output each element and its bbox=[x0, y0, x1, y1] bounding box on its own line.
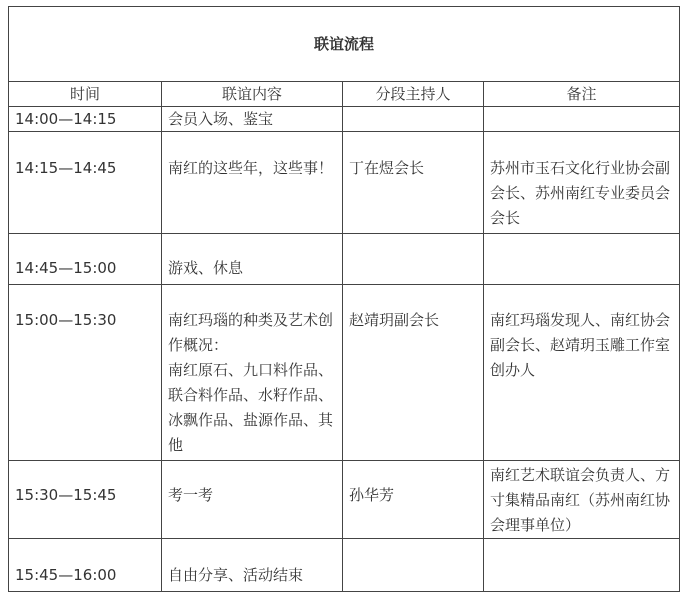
header-content: 联谊内容 bbox=[162, 82, 343, 107]
header-time: 时间 bbox=[9, 82, 162, 107]
host-cell: 赵靖玥副会长 bbox=[343, 285, 484, 461]
time-cell: 14:00—14:15 bbox=[9, 107, 162, 132]
content-cell: 南红玛瑙的种类及艺术创作概况： 南红原石、九口料作品、联合料作品、水籽作品、冰飘作品、盐源作品、其他 bbox=[162, 285, 343, 461]
table-row bbox=[9, 539, 680, 592]
time-cell: 15:45—16:00 bbox=[9, 539, 162, 592]
header-note: 备注 bbox=[484, 82, 680, 107]
content-cell: 会员入场、鉴宝 bbox=[162, 107, 343, 132]
note-cell: 苏州市玉石文化行业协会副会长、苏州南红专业委员会会长 bbox=[484, 132, 680, 234]
time-cell: 14:45—15:00 bbox=[9, 234, 162, 285]
table-row bbox=[9, 107, 680, 132]
table-row bbox=[9, 132, 680, 234]
schedule-table bbox=[8, 6, 680, 592]
time-cell: 15:00—15:30 bbox=[9, 285, 162, 461]
table-row bbox=[9, 285, 680, 461]
host-cell: 丁在煜会长 bbox=[343, 132, 484, 234]
table-row bbox=[9, 461, 680, 539]
note-cell: 南红艺术联谊会负责人、方寸集精品南红（苏州南红协会理事单位） bbox=[484, 461, 680, 539]
note-cell bbox=[484, 107, 680, 132]
note-cell bbox=[484, 234, 680, 285]
content-cell: 考一考 bbox=[162, 461, 343, 539]
time-cell: 15:30—15:45 bbox=[9, 461, 162, 539]
header-host: 分段主持人 bbox=[343, 82, 484, 107]
header-row bbox=[9, 82, 680, 107]
time-cell: 14:15—14:45 bbox=[9, 132, 162, 234]
note-cell bbox=[484, 539, 680, 592]
note-cell: 南红玛瑙发现人、南红协会副会长、赵靖玥玉雕工作室创办人 bbox=[484, 285, 680, 461]
table-title: 联谊流程 bbox=[9, 7, 680, 82]
table-row bbox=[9, 234, 680, 285]
host-cell: 孙华芳 bbox=[343, 461, 484, 539]
content-cell: 南红的这些年，这些事！ bbox=[162, 132, 343, 234]
host-cell bbox=[343, 234, 484, 285]
content-cell: 游戏、休息 bbox=[162, 234, 343, 285]
content-cell: 自由分享、活动结束 bbox=[162, 539, 343, 592]
host-cell bbox=[343, 539, 484, 592]
host-cell bbox=[343, 107, 484, 132]
